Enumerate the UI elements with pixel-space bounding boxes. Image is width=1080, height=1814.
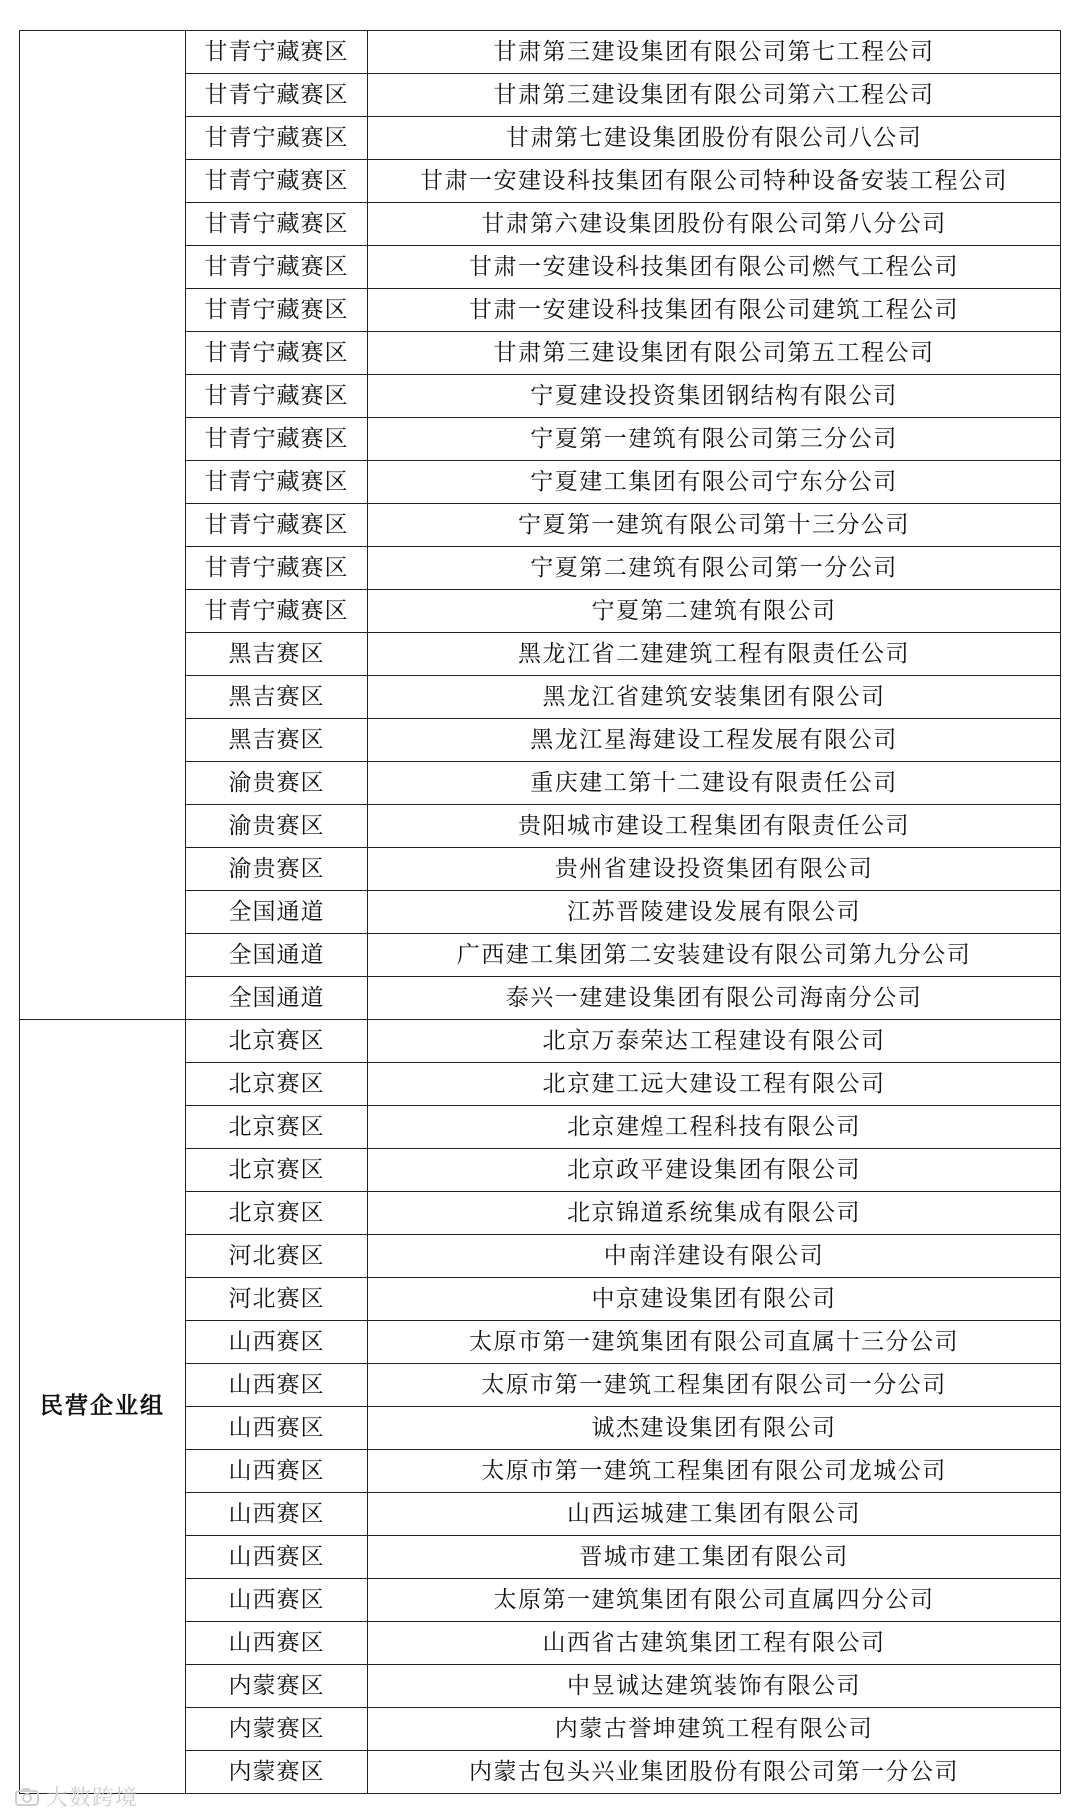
region-cell: 甘青宁藏赛区 [186,289,368,332]
region-cell: 北京赛区 [186,1063,368,1106]
region-cell: 甘青宁藏赛区 [186,504,368,547]
region-cell: 山西赛区 [186,1321,368,1364]
company-cell: 宁夏建工集团有限公司宁东分公司 [368,461,1061,504]
region-cell: 渝贵赛区 [186,762,368,805]
company-cell: 广西建工集团第二安装建设有限公司第九分公司 [368,934,1061,977]
company-cell: 宁夏第二建筑有限公司第一分公司 [368,547,1061,590]
company-cell: 太原市第一建筑工程集团有限公司龙城公司 [368,1450,1061,1493]
company-cell: 甘肃第三建设集团有限公司第五工程公司 [368,332,1061,375]
region-cell: 甘青宁藏赛区 [186,117,368,160]
region-cell: 山西赛区 [186,1622,368,1665]
region-cell: 内蒙赛区 [186,1665,368,1708]
company-cell: 甘肃第三建设集团有限公司第七工程公司 [368,31,1061,74]
region-cell: 甘青宁藏赛区 [186,590,368,633]
region-cell: 甘青宁藏赛区 [186,418,368,461]
region-cell: 山西赛区 [186,1450,368,1493]
award-list-sheet [19,30,1060,1794]
region-cell: 甘青宁藏赛区 [186,547,368,590]
region-cell: 河北赛区 [186,1235,368,1278]
company-cell: 宁夏第二建筑有限公司 [368,590,1061,633]
camera-logo-icon [14,1787,40,1807]
region-cell: 甘青宁藏赛区 [186,375,368,418]
company-cell: 太原市第一建筑集团有限公司直属十三分公司 [368,1321,1061,1364]
company-cell: 贵州省建设投资集团有限公司 [368,848,1061,891]
company-cell: 泰兴一建建设集团有限公司海南分公司 [368,977,1061,1020]
region-cell: 渝贵赛区 [186,805,368,848]
company-cell: 黑龙江省建筑安装集团有限公司 [368,676,1061,719]
region-cell: 山西赛区 [186,1579,368,1622]
company-cell: 中昱诚达建筑装饰有限公司 [368,1665,1061,1708]
company-cell: 北京建煌工程科技有限公司 [368,1106,1061,1149]
company-cell: 甘肃一安建设科技集团有限公司建筑工程公司 [368,289,1061,332]
company-cell: 甘肃第六建设集团股份有限公司第八分公司 [368,203,1061,246]
company-cell: 宁夏第一建筑有限公司第十三分公司 [368,504,1061,547]
region-cell: 黑吉赛区 [186,719,368,762]
award-table-body [20,31,1061,1794]
region-cell: 北京赛区 [186,1149,368,1192]
region-cell: 山西赛区 [186,1364,368,1407]
company-cell: 甘肃第三建设集团有限公司第六工程公司 [368,74,1061,117]
company-cell: 太原市第一建筑工程集团有限公司一分公司 [368,1364,1061,1407]
company-cell: 北京锦道系统集成有限公司 [368,1192,1061,1235]
region-cell: 北京赛区 [186,1020,368,1063]
table-row [20,1020,1061,1063]
company-cell: 甘肃一安建设科技集团有限公司特种设备安装工程公司 [368,160,1061,203]
company-cell: 北京政平建设集团有限公司 [368,1149,1061,1192]
company-cell: 内蒙古包头兴业集团股份有限公司第一分公司 [368,1751,1061,1794]
company-cell: 重庆建工第十二建设有限责任公司 [368,762,1061,805]
region-cell: 甘青宁藏赛区 [186,332,368,375]
region-cell: 山西赛区 [186,1407,368,1450]
company-cell: 中南洋建设有限公司 [368,1235,1061,1278]
region-cell: 内蒙赛区 [186,1708,368,1751]
region-cell: 山西赛区 [186,1493,368,1536]
company-cell: 太原第一建筑集团有限公司直属四分公司 [368,1579,1061,1622]
table-row [20,31,1061,74]
region-cell: 甘青宁藏赛区 [186,203,368,246]
group-cell: 民营企业组 [20,1020,186,1794]
region-cell: 甘青宁藏赛区 [186,160,368,203]
region-cell: 甘青宁藏赛区 [186,31,368,74]
region-cell: 北京赛区 [186,1192,368,1235]
company-cell: 晋城市建工集团有限公司 [368,1536,1061,1579]
region-cell: 山西赛区 [186,1536,368,1579]
region-cell: 甘青宁藏赛区 [186,461,368,504]
region-cell: 甘青宁藏赛区 [186,246,368,289]
award-table [19,30,1061,1794]
company-cell: 北京万泰荣达工程建设有限公司 [368,1020,1061,1063]
company-cell: 甘肃一安建设科技集团有限公司燃气工程公司 [368,246,1061,289]
region-cell: 内蒙赛区 [186,1751,368,1794]
company-cell: 北京建工远大建设工程有限公司 [368,1063,1061,1106]
region-cell: 全国通道 [186,891,368,934]
region-cell: 全国通道 [186,934,368,977]
company-cell: 宁夏第一建筑有限公司第三分公司 [368,418,1061,461]
group-cell [20,31,186,1020]
company-cell: 贵阳城市建设工程集团有限责任公司 [368,805,1061,848]
company-cell: 山西省古建筑集团工程有限公司 [368,1622,1061,1665]
region-cell: 全国通道 [186,977,368,1020]
region-cell: 黑吉赛区 [186,676,368,719]
company-cell: 内蒙古誉坤建筑工程有限公司 [368,1708,1061,1751]
company-cell: 诚杰建设集团有限公司 [368,1407,1061,1450]
company-cell: 宁夏建设投资集团钢结构有限公司 [368,375,1061,418]
region-cell: 北京赛区 [186,1106,368,1149]
region-cell: 渝贵赛区 [186,848,368,891]
company-cell: 山西运城建工集团有限公司 [368,1493,1061,1536]
watermark [14,1781,138,1812]
region-cell: 黑吉赛区 [186,633,368,676]
watermark-text: 大数跨境 [46,1786,139,1811]
company-cell: 江苏晋陵建设发展有限公司 [368,891,1061,934]
company-cell: 黑龙江星海建设工程发展有限公司 [368,719,1061,762]
company-cell: 中京建设集团有限公司 [368,1278,1061,1321]
region-cell: 甘青宁藏赛区 [186,74,368,117]
region-cell: 河北赛区 [186,1278,368,1321]
company-cell: 黑龙江省二建建筑工程有限责任公司 [368,633,1061,676]
company-cell: 甘肃第七建设集团股份有限公司八公司 [368,117,1061,160]
